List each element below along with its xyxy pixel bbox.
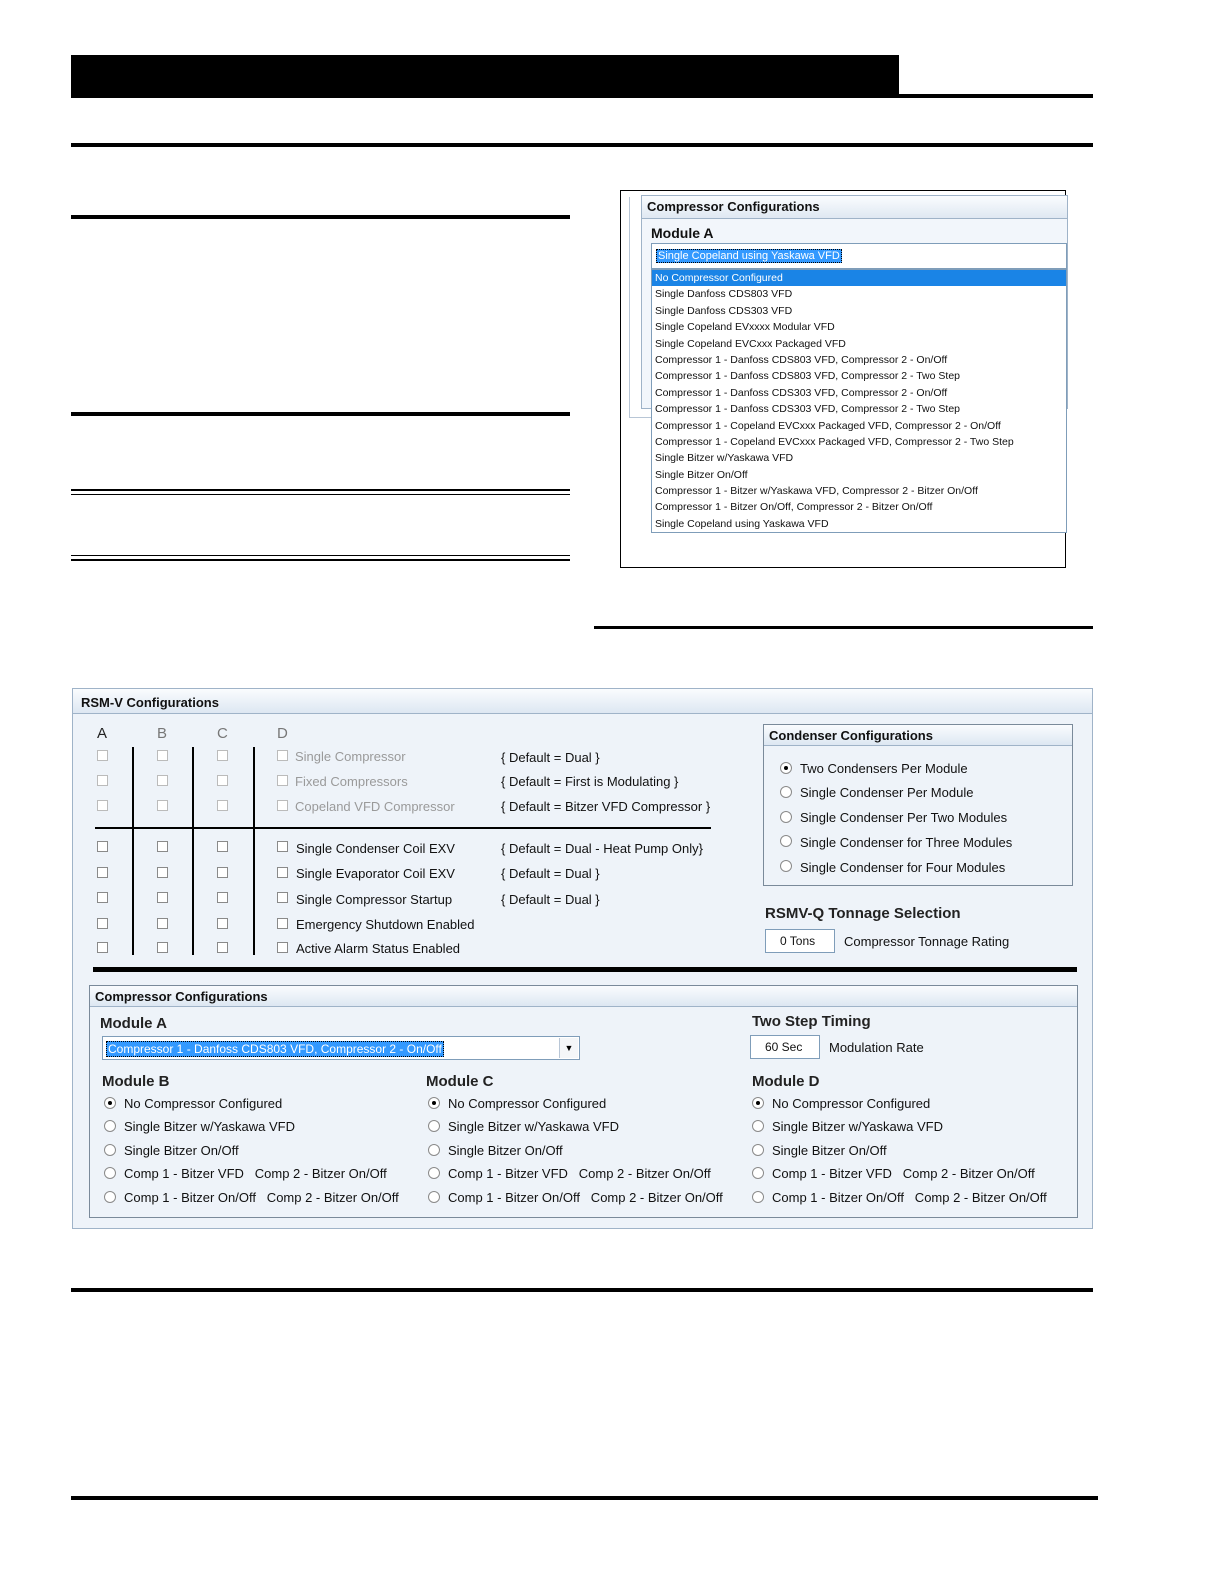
module-option: No Compressor Configured	[448, 1096, 607, 1111]
divider	[71, 215, 570, 219]
column-header-d: D	[277, 725, 288, 742]
dropdown-option[interactable]: Compressor 1 - Bitzer w/Yaskawa VFD, Compressor 2 - Bitzer On/Off	[655, 485, 978, 498]
radio[interactable]	[104, 1144, 116, 1156]
module-a-label: Module A	[100, 1015, 167, 1032]
column-header-b: B	[157, 725, 168, 742]
section-separator	[93, 967, 1077, 972]
dropdown-option[interactable]: Compressor 1 - Bitzer On/Off, Compressor 2 - Bitzer On/Off	[655, 501, 933, 514]
checkbox[interactable]	[217, 892, 228, 903]
condenser-option: Single Condenser for Three Modules	[800, 835, 1013, 850]
title-bar	[73, 689, 1092, 714]
checkbox[interactable]	[97, 867, 108, 878]
option-label: Emergency Shutdown Enabled	[296, 917, 475, 932]
module-b-label: Module B	[102, 1073, 170, 1090]
checkbox[interactable]	[217, 775, 228, 786]
footer-rule	[71, 1496, 1098, 1500]
grid-line	[253, 747, 255, 955]
dropdown-option[interactable]: Single Bitzer w/Yaskawa VFD	[655, 452, 794, 465]
grid-line	[192, 747, 194, 955]
checkbox[interactable]	[97, 750, 108, 761]
checkbox[interactable]	[277, 892, 288, 903]
module-option: Comp 1 - Bitzer VFD Comp 2 - Bitzer On/Off	[448, 1166, 711, 1181]
module-option: Single Bitzer w/Yaskawa VFD	[772, 1119, 943, 1134]
module-d-label: Module D	[752, 1073, 820, 1090]
checkbox[interactable]	[157, 918, 168, 929]
radio[interactable]	[780, 811, 792, 823]
radio[interactable]	[752, 1167, 764, 1179]
checkbox[interactable]	[97, 942, 108, 953]
radio[interactable]	[752, 1191, 764, 1203]
option-default: { Default = Dual }	[501, 892, 600, 907]
option-default: { Default = Dual }	[501, 750, 600, 765]
radio[interactable]	[428, 1144, 440, 1156]
option-label: Single Compressor Startup	[296, 892, 453, 907]
checkbox[interactable]	[97, 775, 108, 786]
option-default: { Default = Dual - Heat Pump Only}	[501, 841, 703, 856]
checkbox[interactable]	[157, 892, 168, 903]
module-option: No Compressor Configured	[772, 1096, 931, 1111]
selected-value: Single Copeland using Yaskawa VFD	[658, 250, 840, 262]
checkbox[interactable]	[277, 918, 288, 929]
checkbox[interactable]	[277, 942, 288, 953]
option-label: Single Condenser Coil EXV	[296, 841, 455, 856]
dropdown-option[interactable]: Compressor 1 - Danfoss CDS303 VFD, Compressor 2 - On/Off	[655, 386, 948, 399]
checkbox[interactable]	[157, 841, 168, 852]
module-c-label: Module C	[426, 1073, 494, 1090]
option-default: { Default = Bitzer VFD Compressor }	[501, 799, 711, 814]
module-a-select[interactable]	[102, 1036, 580, 1060]
radio[interactable]	[428, 1097, 440, 1109]
module-option: Comp 1 - Bitzer On/Off Comp 2 - Bitzer On/Off	[772, 1190, 1047, 1205]
checkbox[interactable]	[217, 800, 228, 811]
rsmv-title: RSM-V Configurations	[81, 695, 219, 710]
option-label: Single Compressor	[295, 749, 406, 764]
chevron-down-icon[interactable]: ▼	[559, 1038, 578, 1058]
radio[interactable]	[780, 762, 792, 774]
condenser-option: Single Condenser Per Module	[800, 785, 974, 800]
condenser-title: Condenser Configurations	[769, 728, 933, 743]
checkbox[interactable]	[217, 918, 228, 929]
divider	[71, 559, 570, 561]
checkbox[interactable]	[97, 918, 108, 929]
two-step-input[interactable]: 60 Sec	[750, 1035, 820, 1059]
module-option: Comp 1 - Bitzer VFD Comp 2 - Bitzer On/Off	[772, 1166, 1035, 1181]
dropdown-option[interactable]: Single Copeland EVCxxx Packaged VFD	[655, 337, 846, 350]
checkbox[interactable]	[97, 841, 108, 852]
compressor-config-box	[89, 985, 1078, 1218]
dropdown-option[interactable]: Single Copeland using Yaskawa VFD	[655, 517, 829, 530]
radio[interactable]	[428, 1167, 440, 1179]
rsmv-config-figure	[72, 688, 1093, 1229]
option-default: { Default = Dual }	[501, 866, 600, 881]
checkbox[interactable]	[157, 775, 168, 786]
checkbox[interactable]	[217, 841, 228, 852]
tonnage-input[interactable]: 0 Tons	[765, 929, 835, 953]
dropdown-option[interactable]: Compressor 1 - Copeland EVCxxx Packaged VFD, Compressor 2 - Two Step	[655, 435, 1014, 448]
option-default: { Default = First is Modulating }	[501, 774, 679, 789]
radio[interactable]	[752, 1120, 764, 1132]
module-option: Comp 1 - Bitzer On/Off Comp 2 - Bitzer On/Off	[124, 1190, 399, 1205]
grid-line	[132, 747, 134, 955]
dropdown-option[interactable]: Compressor 1 - Danfoss CDS303 VFD, Compressor 2 - Two Step	[655, 403, 960, 416]
two-step-label: Modulation Rate	[829, 1040, 924, 1055]
column-header-c: C	[217, 725, 228, 742]
dropdown-option[interactable]: No Compressor Configured	[652, 270, 1066, 286]
checkbox[interactable]	[277, 775, 288, 786]
divider	[71, 143, 1093, 147]
radio[interactable]	[780, 835, 792, 847]
module-option: Single Bitzer On/Off	[124, 1143, 239, 1158]
module-a-label: Module A	[651, 225, 714, 241]
condenser-option: Single Condenser for Four Modules	[800, 860, 1006, 875]
divider	[71, 1288, 1093, 1292]
header-rule	[71, 94, 1093, 98]
radio[interactable]	[428, 1191, 440, 1203]
condenser-option: Two Condensers Per Module	[800, 761, 968, 776]
module-option: No Compressor Configured	[124, 1096, 283, 1111]
two-step-title: Two Step Timing	[752, 1013, 871, 1030]
checkbox[interactable]	[157, 942, 168, 953]
radio[interactable]	[752, 1144, 764, 1156]
checkbox[interactable]	[157, 750, 168, 761]
compressor-title: Compressor Configurations	[95, 989, 268, 1004]
module-option: Single Bitzer w/Yaskawa VFD	[124, 1119, 295, 1134]
dropdown-option[interactable]: Compressor 1 - Danfoss CDS803 VFD, Compressor 2 - Two Step	[655, 370, 960, 383]
checkbox[interactable]	[217, 942, 228, 953]
module-a-dropdown-figure	[620, 190, 1066, 568]
dropdown-option[interactable]: Single Danfoss CDS803 VFD	[655, 288, 793, 301]
module-a-options-list[interactable]	[651, 269, 1067, 533]
radio[interactable]	[104, 1191, 116, 1203]
divider	[71, 489, 570, 491]
option-label: Active Alarm Status Enabled	[296, 941, 461, 956]
module-option: Single Bitzer On/Off	[448, 1143, 563, 1158]
radio[interactable]	[104, 1120, 116, 1132]
checkbox[interactable]	[217, 750, 228, 761]
section-title: Compressor Configurations	[642, 196, 1067, 219]
divider	[71, 412, 570, 416]
grid-line	[95, 827, 711, 829]
module-a-selected-value: Compressor 1 - Danfoss CDS803 VFD, Compressor 2 - On/Off	[108, 1042, 442, 1056]
divider	[71, 494, 570, 495]
column-header-a: A	[97, 725, 108, 742]
condenser-option: Single Condenser Per Two Modules	[800, 810, 1008, 825]
module-option: Comp 1 - Bitzer VFD Comp 2 - Bitzer On/Off	[124, 1166, 387, 1181]
dropdown-option[interactable]: Compressor 1 - Copeland EVCxxx Packaged VFD, Compressor 2 - On/Off	[655, 419, 1001, 432]
page-header-bar	[71, 55, 899, 97]
module-a-select[interactable]	[651, 243, 1067, 269]
checkbox[interactable]	[277, 841, 288, 852]
tonnage-label: Compressor Tonnage Rating	[844, 934, 1010, 949]
module-option: Single Bitzer w/Yaskawa VFD	[448, 1119, 619, 1134]
checkbox[interactable]	[157, 867, 168, 878]
divider	[594, 626, 1093, 629]
tonnage-title: RSMV-Q Tonnage Selection	[765, 905, 961, 922]
radio[interactable]	[780, 860, 792, 872]
option-label: Single Evaporator Coil EXV	[296, 866, 455, 881]
dropdown-option[interactable]: Single Bitzer On/Off	[655, 468, 748, 481]
dropdown-option[interactable]: Compressor 1 - Danfoss CDS803 VFD, Compressor 2 - On/Off	[655, 353, 948, 366]
radio[interactable]	[428, 1120, 440, 1132]
option-label: Fixed Compressors	[295, 774, 408, 789]
module-option: Single Bitzer On/Off	[772, 1143, 887, 1158]
dropdown-option[interactable]: Single Copeland EVxxxx Modular VFD	[655, 321, 835, 334]
dropdown-option[interactable]: Single Danfoss CDS303 VFD	[655, 304, 793, 317]
radio[interactable]	[104, 1167, 116, 1179]
checkbox[interactable]	[277, 750, 288, 761]
checkbox[interactable]	[217, 867, 228, 878]
radio[interactable]	[780, 786, 792, 798]
checkbox[interactable]	[277, 800, 288, 811]
checkbox[interactable]	[97, 800, 108, 811]
checkbox[interactable]	[157, 800, 168, 811]
radio[interactable]	[104, 1097, 116, 1109]
checkbox[interactable]	[277, 867, 288, 878]
radio[interactable]	[752, 1097, 764, 1109]
divider	[71, 555, 570, 556]
condenser-config-box	[763, 724, 1073, 886]
checkbox[interactable]	[97, 892, 108, 903]
module-option: Comp 1 - Bitzer On/Off Comp 2 - Bitzer On/Off	[448, 1190, 723, 1205]
option-label: Copeland VFD Compressor	[295, 799, 455, 814]
